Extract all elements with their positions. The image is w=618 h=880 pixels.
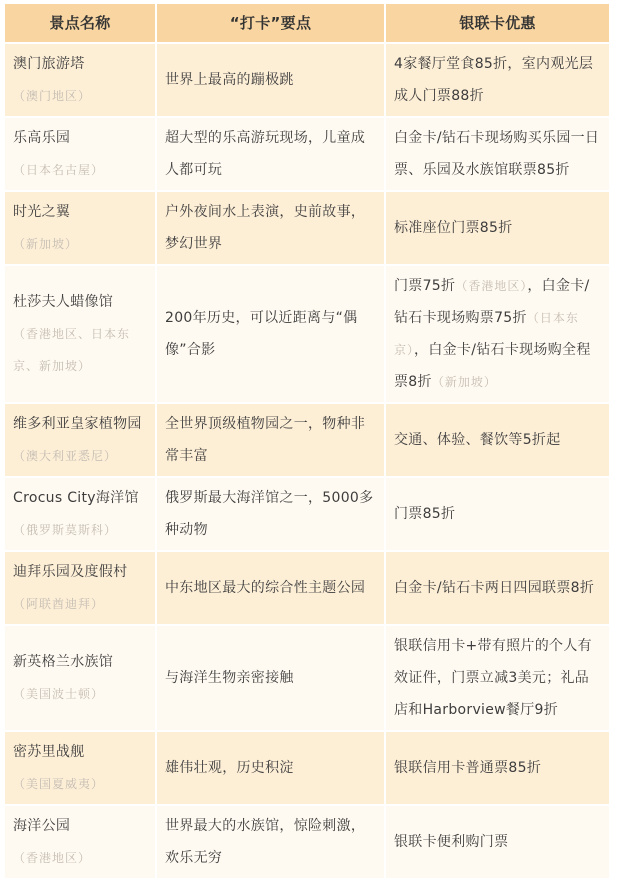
attraction-location: （美国夏威夷） xyxy=(13,777,105,791)
attraction-cell xyxy=(4,551,156,625)
highlight-cell: 超大型的乐高游玩现场，儿童成人都可玩 xyxy=(156,117,385,191)
attraction-name: 密苏里战舰 xyxy=(13,744,85,760)
highlight-cell: 雄伟壮观，历史积淀 xyxy=(156,731,385,805)
attraction-cell xyxy=(4,191,156,265)
attraction-location: （日本名古屋） xyxy=(13,163,105,177)
table-row xyxy=(4,477,610,551)
benefit-location-note: （香港地区） xyxy=(455,279,528,293)
highlight-cell: 俄罗斯最大海洋馆之一，5000多种动物 xyxy=(156,477,385,551)
attraction-cell xyxy=(4,625,156,731)
benefit-text: 白金卡/钻石卡两日四园联票8折 xyxy=(394,580,595,596)
benefit-cell xyxy=(385,265,610,403)
table-row xyxy=(4,265,610,403)
benefit-text: ，白金卡/钻石卡现场购全程票8折 xyxy=(394,342,591,390)
benefit-cell xyxy=(385,805,610,879)
attraction-location: （澳门地区） xyxy=(13,89,92,103)
benefit-text: ，白金卡/钻石卡现场购票75折 xyxy=(394,278,590,326)
benefit-text: 白金卡/钻石卡现场购买乐园一日票、乐园及水族馆联票85折 xyxy=(394,130,600,178)
table-row xyxy=(4,117,610,191)
table-row xyxy=(4,551,610,625)
attraction-location: （美国波士顿） xyxy=(13,687,105,701)
attraction-name: 迪拜乐园及度假村 xyxy=(13,564,128,580)
table-body xyxy=(4,43,610,879)
attraction-name: Crocus City海洋馆 xyxy=(13,490,139,506)
attraction-cell xyxy=(4,43,156,117)
attractions-offers-table xyxy=(3,2,611,880)
benefit-location-note: （日本东京） xyxy=(394,311,579,357)
attraction-location: （香港地区、日本东京、新加坡） xyxy=(13,327,131,373)
benefit-text: 交通、体验、餐饮等5折起 xyxy=(394,432,561,448)
table-row xyxy=(4,43,610,117)
table-row xyxy=(4,403,610,477)
table-row xyxy=(4,191,610,265)
attraction-name: 新英格兰水族馆 xyxy=(13,654,114,670)
benefit-cell xyxy=(385,477,610,551)
highlight-cell: 户外夜间水上表演，史前故事，梦幻世界 xyxy=(156,191,385,265)
table-row xyxy=(4,731,610,805)
attraction-name: 时光之翼 xyxy=(13,204,71,220)
attraction-location: （香港地区） xyxy=(13,851,92,865)
header-checkin-points: “打卡”要点 xyxy=(156,3,385,43)
benefit-cell xyxy=(385,625,610,731)
attraction-name: 乐高乐园 xyxy=(13,130,71,146)
attractions-offers-table-wrap xyxy=(3,2,609,880)
attraction-location: （阿联酋迪拜） xyxy=(13,597,105,611)
attraction-cell xyxy=(4,805,156,879)
highlight-cell: 世界上最高的蹦极跳 xyxy=(156,43,385,117)
attraction-cell xyxy=(4,731,156,805)
highlight-cell: 与海洋生物亲密接触 xyxy=(156,625,385,731)
attraction-location: （澳大利亚悉尼） xyxy=(13,449,118,463)
benefit-text: 门票85折 xyxy=(394,506,456,522)
highlight-cell: 200年历史，可以近距离与“偶像”合影 xyxy=(156,265,385,403)
benefit-text: 银联卡便利购门票 xyxy=(394,834,509,850)
benefit-text: 银联信用卡+带有照片的个人有效证件，门票立减3美元；礼品店和Harborview餐厅9折 xyxy=(394,638,592,718)
attraction-cell xyxy=(4,477,156,551)
benefit-text: 门票75折 xyxy=(394,278,456,294)
attraction-cell xyxy=(4,403,156,477)
highlight-cell: 全世界顶级植物园之一，物种非常丰富 xyxy=(156,403,385,477)
attraction-name: 澳门旅游塔 xyxy=(13,56,85,72)
attraction-name: 维多利亚皇家植物园 xyxy=(13,416,142,432)
benefit-cell xyxy=(385,403,610,477)
benefit-text: 银联信用卡普通票85折 xyxy=(394,760,542,776)
table-row xyxy=(4,805,610,879)
benefit-text: 标准座位门票85折 xyxy=(394,220,513,236)
benefit-cell xyxy=(385,191,610,265)
header-unionpay-benefits: 银联卡优惠 xyxy=(385,3,610,43)
benefit-cell xyxy=(385,551,610,625)
benefit-cell xyxy=(385,43,610,117)
attraction-location: （俄罗斯莫斯科） xyxy=(13,523,118,537)
benefit-text: 4家餐厅堂食85折，室内观光层成人门票88折 xyxy=(394,56,594,104)
header-attraction-name: 景点名称 xyxy=(4,3,156,43)
header-row xyxy=(4,3,610,43)
attraction-cell xyxy=(4,265,156,403)
attraction-cell xyxy=(4,117,156,191)
table-row xyxy=(4,625,610,731)
highlight-cell: 世界最大的水族馆，惊险刺激，欢乐无穷 xyxy=(156,805,385,879)
highlight-cell: 中东地区最大的综合性主题公园 xyxy=(156,551,385,625)
benefit-location-note: （新加坡） xyxy=(431,375,497,389)
benefit-cell xyxy=(385,117,610,191)
attraction-name: 海洋公园 xyxy=(13,818,71,834)
attraction-location: （新加坡） xyxy=(13,237,79,251)
benefit-cell xyxy=(385,731,610,805)
attraction-name: 杜莎夫人蜡像馆 xyxy=(13,294,114,310)
